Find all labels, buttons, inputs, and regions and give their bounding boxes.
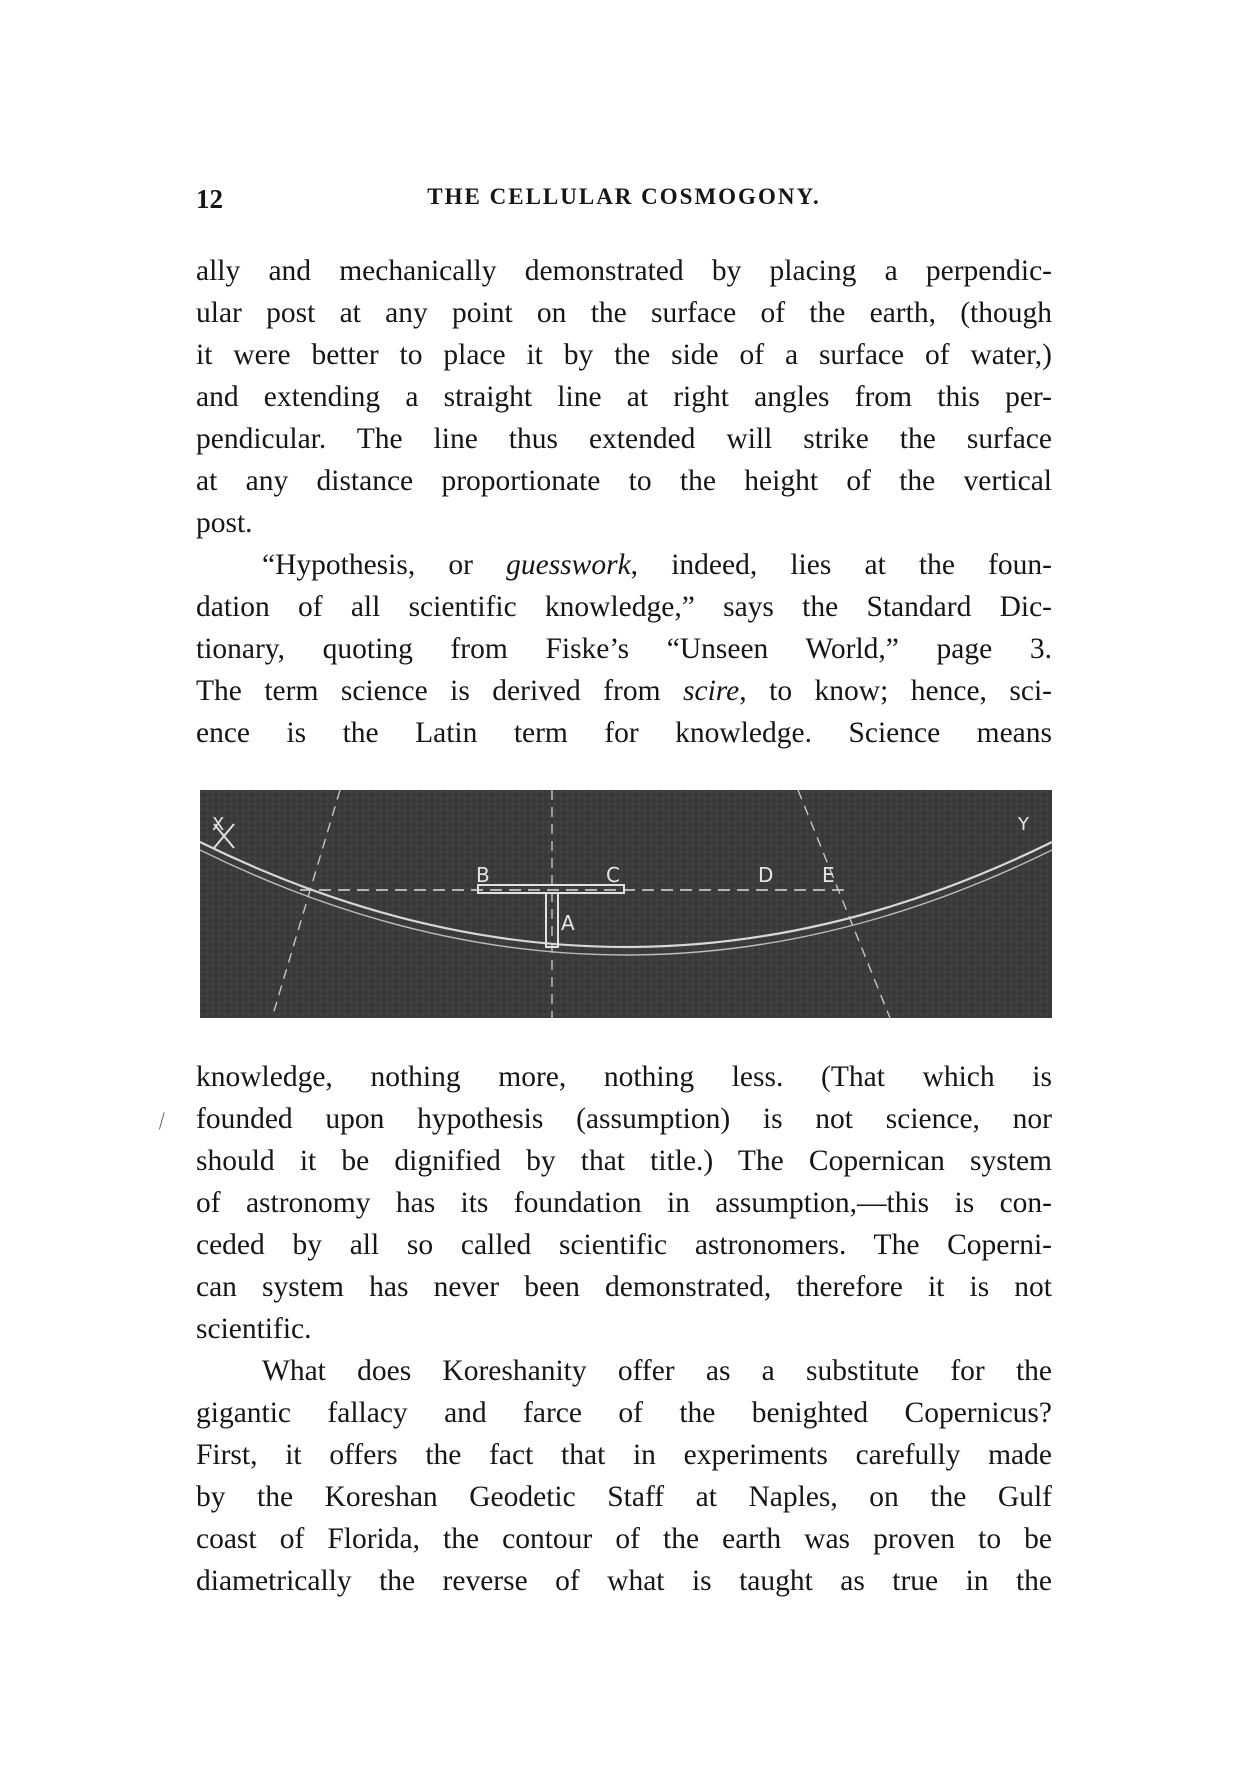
text-line: pendicular. The line thus extended will strike the surface bbox=[196, 423, 1052, 455]
figure-drawing bbox=[200, 790, 1052, 1018]
body-text-top bbox=[196, 250, 1052, 754]
italic-term: guesswork bbox=[506, 549, 631, 581]
text-run: , indeed, lies at the foun- bbox=[630, 549, 1053, 581]
figure-label-a: A bbox=[561, 911, 575, 935]
figure-label-y: Y bbox=[1018, 814, 1029, 835]
text-line bbox=[196, 544, 1052, 586]
earth-curvature-figure bbox=[200, 790, 1052, 1018]
body-text-bottom bbox=[196, 1056, 1052, 1602]
text-line: of astronomy has its foundation in assumption,—this is con- bbox=[196, 1187, 1052, 1219]
text-line: tionary, quoting from Fiske’s “Unseen World,” page 3. bbox=[196, 633, 1052, 665]
figure-label-b: B bbox=[476, 863, 490, 887]
text-line: ceded by all so called scientific astronomers. The Coperni- bbox=[196, 1229, 1052, 1261]
text-line: and extending a straight line at right angles from this per- bbox=[196, 381, 1052, 413]
text-line: dation of all scientific knowledge,” says the Standard Dic- bbox=[196, 591, 1052, 623]
figure-label-d: D bbox=[758, 863, 774, 887]
text-line: What does Koreshanity offer as a substitute for the bbox=[262, 1355, 1052, 1387]
text-line: scientific. bbox=[196, 1313, 312, 1345]
italic-term: scire bbox=[683, 675, 740, 707]
text-line bbox=[196, 670, 1052, 712]
figure-label-x: X bbox=[212, 814, 225, 835]
running-title: THE CELLULAR COSMOGONY. bbox=[427, 184, 821, 209]
text-line: First, it offers the fact that in experiments carefully made bbox=[196, 1439, 1052, 1471]
text-run: The term science is derived from bbox=[196, 675, 684, 707]
text-line: it were better to place it by the side of a surface of water,) bbox=[196, 339, 1052, 371]
text-line: should it be dignified by that title.) The Copernican system bbox=[196, 1145, 1052, 1177]
margin-mark: ⁄ bbox=[155, 1108, 168, 1133]
figure-label-e: E bbox=[822, 863, 835, 887]
text-line: can system has never been demonstrated, therefore it is not bbox=[196, 1271, 1052, 1303]
text-line: coast of Florida, the contour of the earth was proven to be bbox=[196, 1523, 1052, 1555]
text-line: founded upon hypothesis (assumption) is not science, nor bbox=[196, 1103, 1052, 1135]
text-line: ence is the Latin term for knowledge. Science means bbox=[196, 717, 1052, 749]
text-line: knowledge, nothing more, nothing less. (That which is bbox=[196, 1061, 1052, 1093]
page-number: 12 bbox=[196, 184, 223, 214]
text-line: by the Koreshan Geodetic Staff at Naples, on the Gulf bbox=[196, 1481, 1052, 1513]
figure-label-c: C bbox=[606, 863, 620, 887]
text-line: diametrically the reverse of what is taught as true in the bbox=[196, 1565, 1052, 1597]
text-line: ular post at any point on the surface of the earth, (though bbox=[196, 297, 1052, 329]
text-line: at any distance proportionate to the height of the vertical bbox=[196, 465, 1052, 497]
text-line: post. bbox=[196, 507, 253, 539]
text-line: gigantic fallacy and farce of the benighted Copernicus? bbox=[196, 1397, 1052, 1429]
text-run: “Hypothesis, or bbox=[262, 549, 507, 581]
text-run: , to know; hence, sci- bbox=[739, 675, 1052, 707]
running-head bbox=[196, 184, 1052, 224]
text-line: ally and mechanically demonstrated by placing a perpendic- bbox=[196, 255, 1052, 287]
